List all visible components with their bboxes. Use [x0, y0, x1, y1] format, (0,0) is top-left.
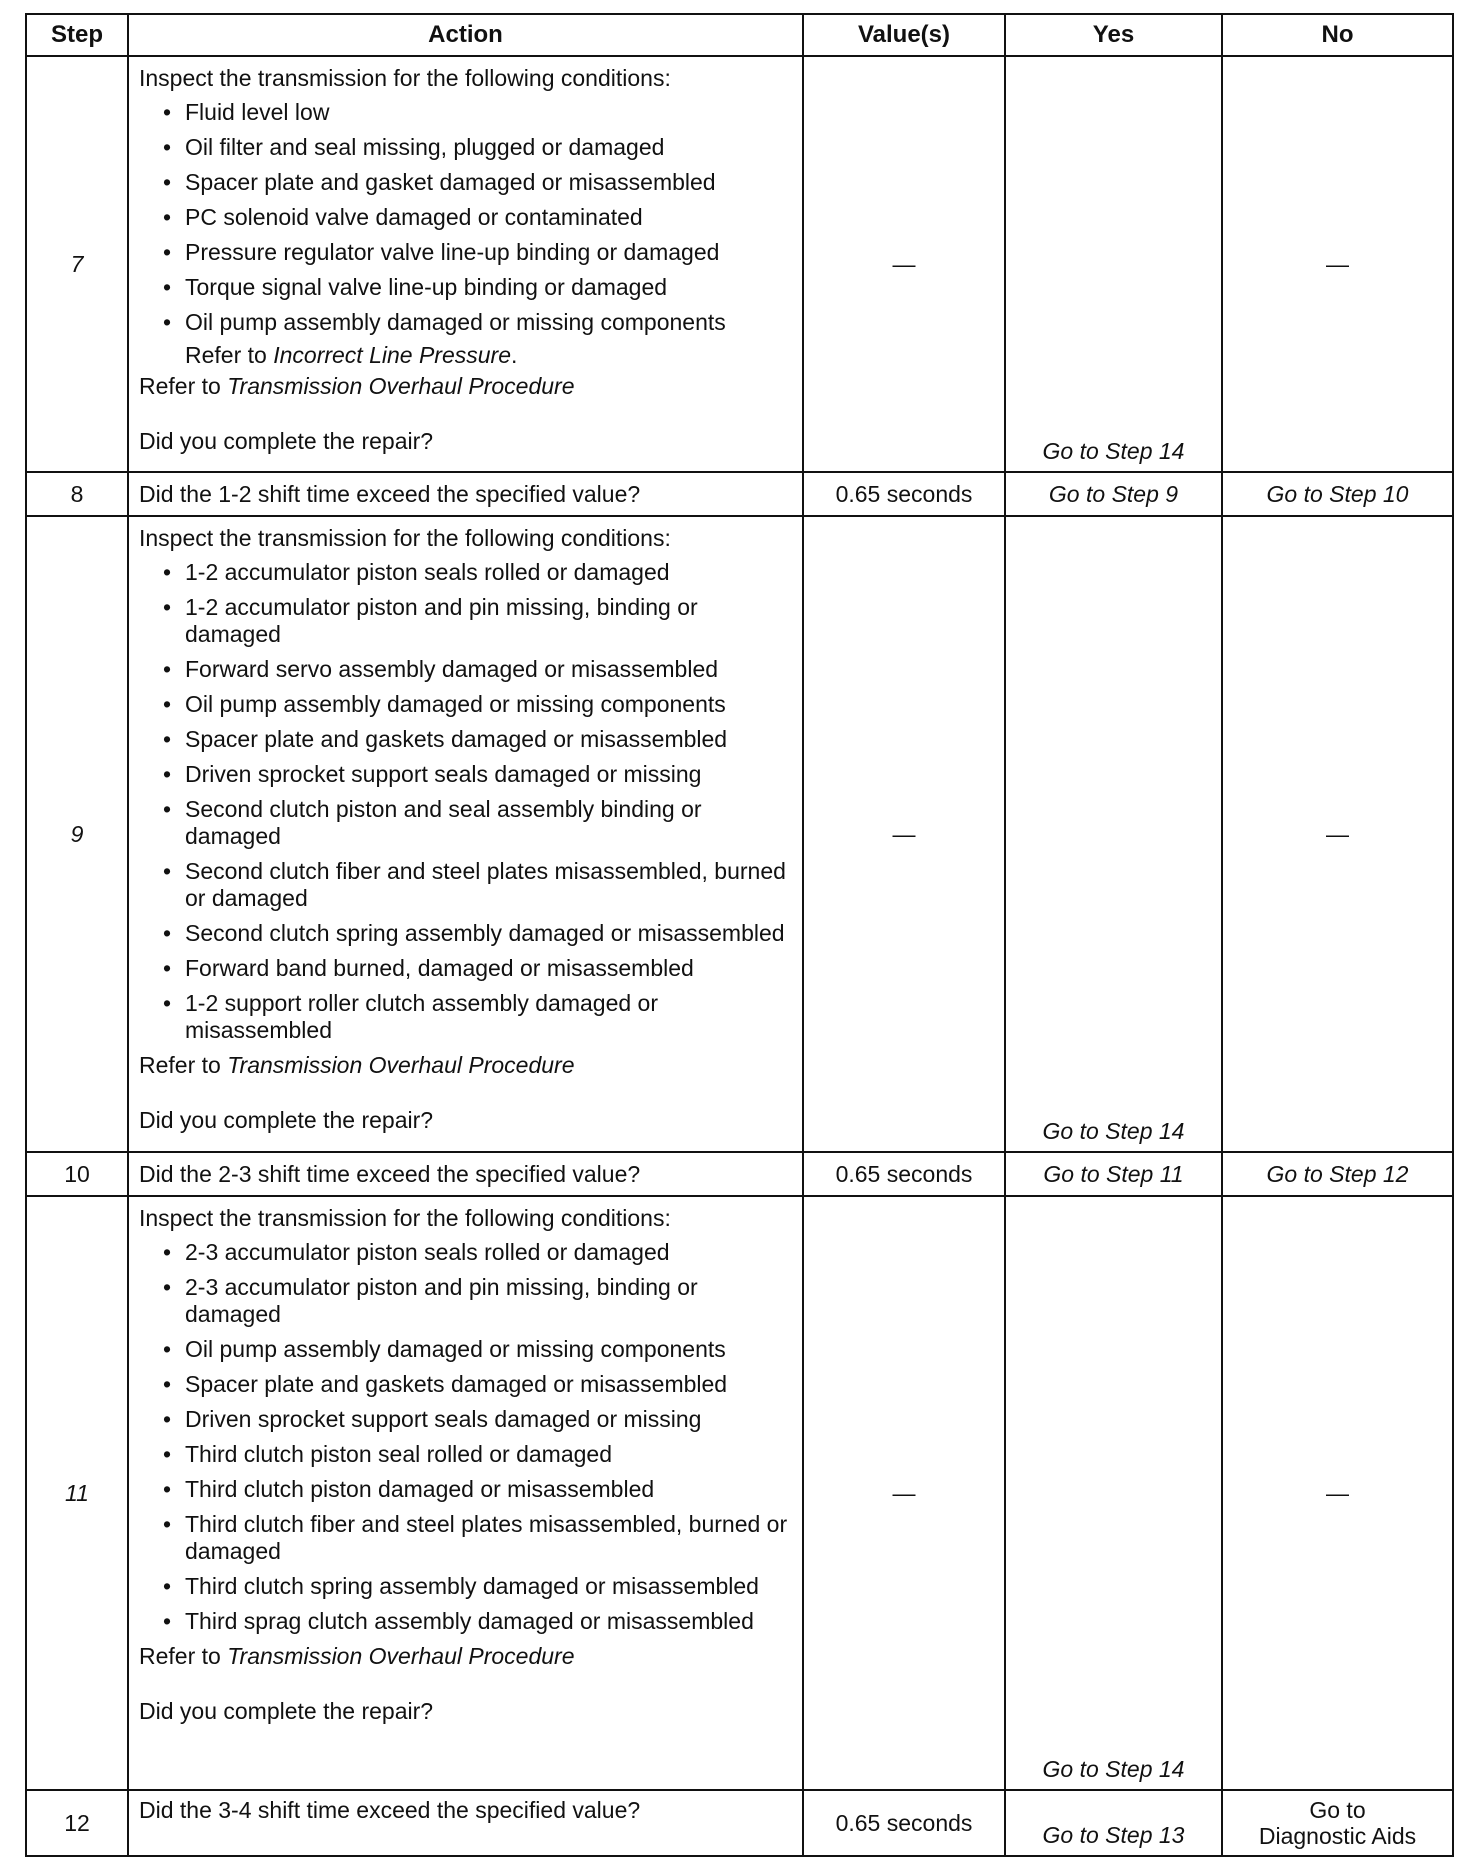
table-header-row — [26, 14, 1453, 56]
action-cell — [128, 56, 803, 472]
list-item — [163, 1371, 792, 1398]
condition-text: PC solenoid valve damaged or contaminated — [185, 204, 643, 230]
list-item — [163, 239, 792, 266]
condition-text: 1-2 accumulator piston seals rolled or damaged — [185, 559, 670, 585]
list-item — [163, 1406, 792, 1433]
bullet-icon: • — [163, 1336, 172, 1362]
bullet-icon: • — [163, 1274, 172, 1300]
condition-text: Forward servo assembly damaged or misassembled — [185, 656, 719, 682]
ref-link: Transmission Overhaul Procedure — [227, 1052, 575, 1078]
list-item — [163, 920, 792, 947]
question-text: Did you complete the repair? — [139, 428, 434, 454]
yes-cell: Go to Step 9 — [1005, 472, 1222, 516]
list-item — [163, 134, 792, 161]
list-item — [163, 955, 792, 982]
list-item — [163, 1608, 792, 1635]
action-cell — [128, 516, 803, 1152]
value-cell: — — [803, 56, 1005, 472]
list-item — [163, 309, 792, 336]
list-item — [163, 726, 792, 753]
list-item — [163, 761, 792, 788]
condition-text: Third clutch piston seal rolled or damaged — [185, 1441, 613, 1467]
step-number: 7 — [26, 56, 128, 472]
condition-text: Spacer plate and gaskets damaged or misassembled — [185, 726, 728, 752]
condition-list — [139, 1239, 792, 1635]
value-cell: — — [803, 1196, 1005, 1790]
condition-text: Fluid level low — [185, 99, 330, 125]
condition-text: Driven sprocket support seals damaged or missing — [185, 1406, 702, 1432]
table-row — [26, 1152, 1453, 1196]
bullet-icon: • — [163, 726, 172, 752]
bullet-icon: • — [163, 1239, 172, 1265]
yes-cell: Go to Step 14 — [1005, 1196, 1222, 1790]
header-step: Step — [26, 14, 128, 56]
no-cell: — — [1222, 516, 1453, 1152]
ref-prefix: Refer to — [139, 1643, 228, 1669]
value-cell: 0.65 seconds — [803, 1790, 1005, 1856]
condition-text: Oil pump assembly damaged or missing components — [185, 309, 726, 335]
condition-text: Third sprag clutch assembly damaged or misassembled — [185, 1608, 754, 1634]
condition-list — [139, 559, 792, 1044]
condition-text: Second clutch piston and seal assembly binding or damaged — [185, 796, 702, 849]
step-number: 10 — [26, 1152, 128, 1196]
list-item — [163, 691, 792, 718]
condition-text: Oil pump assembly damaged or missing components — [185, 691, 726, 717]
list-item — [163, 1511, 792, 1565]
subref-link: Incorrect Line Pressure — [273, 342, 511, 368]
condition-text: Second clutch fiber and steel plates misassembled, burned or damaged — [185, 858, 786, 911]
action-intro: Inspect the transmission for the following conditions: — [139, 1205, 671, 1231]
value-cell: 0.65 seconds — [803, 1152, 1005, 1196]
subref-prefix: Refer to — [185, 342, 274, 368]
no-line-2: Diagnostic Aids — [1258, 1823, 1417, 1849]
table-row — [26, 516, 1453, 1152]
action-cell: Did the 1-2 shift time exceed the specified value? — [128, 472, 803, 516]
no-cell: Go to Step 12 — [1222, 1152, 1453, 1196]
bullet-icon: • — [163, 239, 172, 265]
ref-link: Transmission Overhaul Procedure — [227, 373, 575, 399]
reference — [139, 1052, 792, 1079]
list-item — [163, 274, 792, 301]
list-item — [163, 858, 792, 912]
bullet-icon: • — [163, 1476, 172, 1502]
ref-link: Transmission Overhaul Procedure — [227, 1643, 575, 1669]
table-row — [26, 1790, 1453, 1856]
no-cell: — — [1222, 56, 1453, 472]
bullet-icon: • — [163, 559, 172, 585]
condition-text: 1-2 accumulator piston and pin missing, binding or damaged — [185, 594, 698, 647]
list-item — [163, 1274, 792, 1328]
condition-list — [139, 99, 792, 336]
condition-text: Second clutch spring assembly damaged or misassembled — [185, 920, 785, 946]
table-row — [26, 472, 1453, 516]
no-cell: Go to Step 10 — [1222, 472, 1453, 516]
no-cell — [1222, 1790, 1453, 1856]
sub-reference — [139, 342, 792, 369]
bullet-icon: • — [163, 1406, 172, 1432]
step-number: 11 — [26, 1196, 128, 1790]
bullet-icon: • — [163, 1608, 172, 1634]
header-yes: Yes — [1005, 14, 1222, 56]
list-item — [163, 1573, 792, 1600]
yes-cell: Go to Step 11 — [1005, 1152, 1222, 1196]
list-item — [163, 1476, 792, 1503]
list-item — [163, 169, 792, 196]
bullet-icon: • — [163, 1511, 172, 1537]
table-row — [26, 1196, 1453, 1790]
bullet-icon: • — [163, 594, 172, 620]
bullet-icon: • — [163, 920, 172, 946]
action-cell: Did the 3-4 shift time exceed the specified value? — [128, 1790, 803, 1856]
no-cell: — — [1222, 1196, 1453, 1790]
condition-text: Oil pump assembly damaged or missing components — [185, 1336, 726, 1362]
bullet-icon: • — [163, 691, 172, 717]
list-item — [163, 559, 792, 586]
table-row — [26, 56, 1453, 472]
condition-text: Oil filter and seal missing, plugged or damaged — [185, 134, 665, 160]
condition-text: Driven sprocket support seals damaged or missing — [185, 761, 702, 787]
condition-text: 2-3 accumulator piston seals rolled or damaged — [185, 1239, 670, 1265]
value-cell: — — [803, 516, 1005, 1152]
bullet-icon: • — [163, 274, 172, 300]
yes-cell: Go to Step 13 — [1005, 1790, 1222, 1856]
condition-text: 1-2 support roller clutch assembly damaged or misassembled — [185, 990, 659, 1043]
bullet-icon: • — [163, 204, 172, 230]
list-item — [163, 1239, 792, 1266]
yes-cell: Go to Step 14 — [1005, 56, 1222, 472]
step-number: 12 — [26, 1790, 128, 1856]
bullet-icon: • — [163, 858, 172, 884]
bullet-icon: • — [163, 1371, 172, 1397]
action-intro: Inspect the transmission for the following conditions: — [139, 525, 671, 551]
action-cell: Did the 2-3 shift time exceed the specified value? — [128, 1152, 803, 1196]
reference — [139, 373, 792, 400]
condition-text: Forward band burned, damaged or misassembled — [185, 955, 694, 981]
bullet-icon: • — [163, 1441, 172, 1467]
list-item — [163, 796, 792, 850]
step-number: 9 — [26, 516, 128, 1152]
bullet-icon: • — [163, 656, 172, 682]
condition-text: 2-3 accumulator piston and pin missing, binding or damaged — [185, 1274, 698, 1327]
bullet-icon: • — [163, 169, 172, 195]
value-cell: 0.65 seconds — [803, 472, 1005, 516]
list-item — [163, 990, 792, 1044]
ref-prefix: Refer to — [139, 373, 228, 399]
question-text: Did you complete the repair? — [139, 1698, 434, 1724]
list-item — [163, 594, 792, 648]
list-item — [163, 1336, 792, 1363]
bullet-icon: • — [163, 1573, 172, 1599]
step-number: 8 — [26, 472, 128, 516]
yes-cell: Go to Step 14 — [1005, 516, 1222, 1152]
bullet-icon: • — [163, 134, 172, 160]
condition-text: Spacer plate and gaskets damaged or misassembled — [185, 1371, 728, 1397]
subref-suffix: . — [511, 342, 518, 368]
condition-text: Pressure regulator valve line-up binding or damaged — [185, 239, 720, 265]
bullet-icon: • — [163, 309, 172, 335]
list-item — [163, 204, 792, 231]
action-cell — [128, 1196, 803, 1790]
header-no: No — [1222, 14, 1453, 56]
bullet-icon: • — [163, 796, 172, 822]
question-text: Did you complete the repair? — [139, 1107, 434, 1133]
diagnostic-table — [25, 13, 1454, 1857]
list-item — [163, 99, 792, 126]
bullet-icon: • — [163, 99, 172, 125]
header-action: Action — [128, 14, 803, 56]
bullet-icon: • — [163, 990, 172, 1016]
bullet-icon: • — [163, 955, 172, 981]
condition-text: Spacer plate and gasket damaged or misassembled — [185, 169, 716, 195]
condition-text: Third clutch piston damaged or misassembled — [185, 1476, 655, 1502]
header-values: Value(s) — [803, 14, 1005, 56]
list-item — [163, 656, 792, 683]
reference — [139, 1643, 792, 1670]
condition-text: Third clutch fiber and steel plates misassembled, burned or damaged — [185, 1511, 788, 1564]
condition-text: Torque signal valve line-up binding or damaged — [185, 274, 668, 300]
condition-text: Third clutch spring assembly damaged or misassembled — [185, 1573, 759, 1599]
list-item — [163, 1441, 792, 1468]
bullet-icon: • — [163, 761, 172, 787]
action-intro: Inspect the transmission for the following conditions: — [139, 65, 671, 91]
ref-prefix: Refer to — [139, 1052, 228, 1078]
no-line-1: Go to — [1309, 1797, 1366, 1823]
